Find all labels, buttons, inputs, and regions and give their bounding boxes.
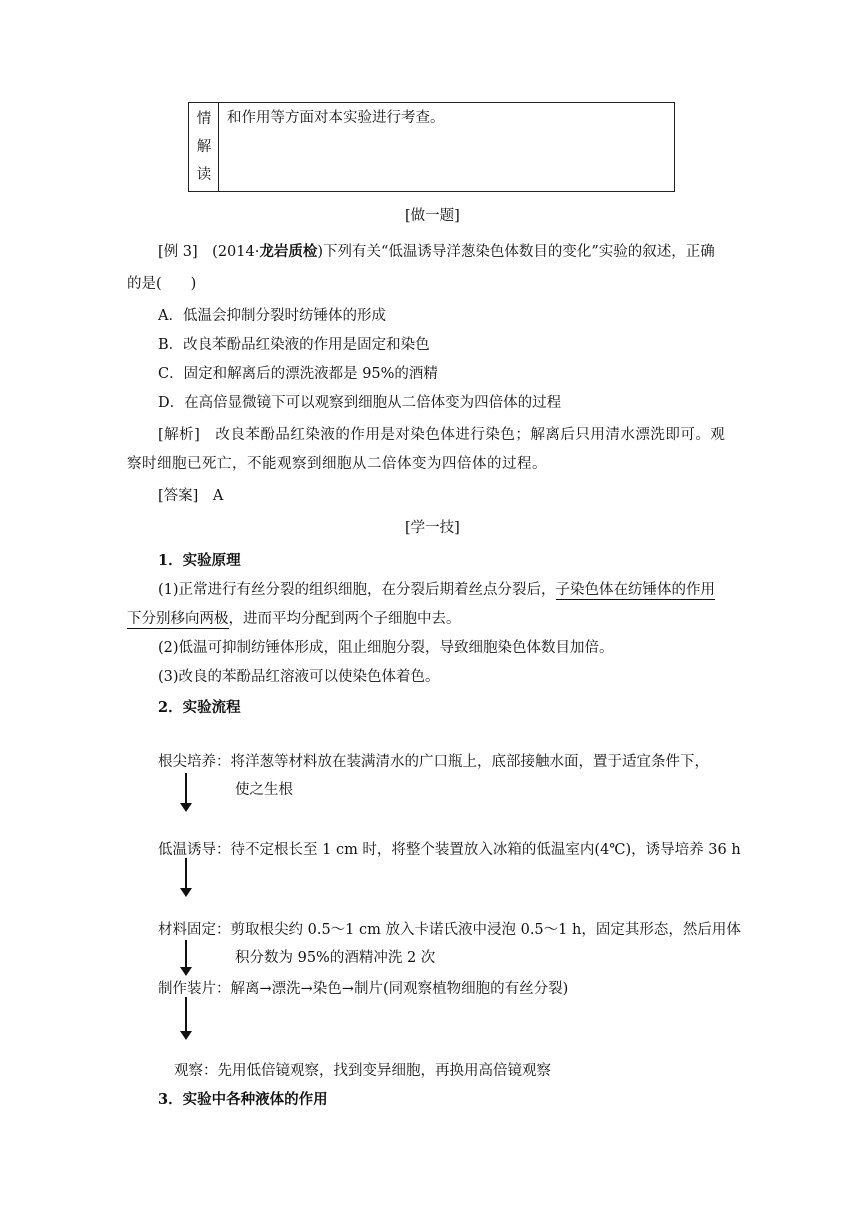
arrow-head-icon bbox=[179, 1031, 193, 1041]
arrow-head-icon bbox=[179, 803, 193, 813]
principle-p3: (3)改良的苯酚品红溶液可以使染色体着色。 bbox=[158, 669, 440, 685]
analysis-line1 bbox=[158, 423, 725, 444]
example-source-prefix: (2014· bbox=[212, 244, 260, 260]
flow-heading: 2．实验流程 bbox=[158, 699, 241, 716]
flow-arrow-3 bbox=[179, 940, 193, 980]
section-title-do: [做一题] bbox=[405, 208, 460, 224]
option-a: A．低温会抑制分裂时纺锤体的形成 bbox=[158, 308, 386, 324]
principle-p1-line1 bbox=[158, 578, 715, 599]
analysis-label: [解析] bbox=[158, 427, 201, 443]
principle-p1-line2 bbox=[127, 607, 461, 628]
principle-p1-underlined-a: 子染色体在纺锤体的作用 bbox=[555, 582, 716, 598]
example-question-line1 bbox=[158, 240, 715, 261]
principle-p1-text-a: (1)正常进行有丝分裂的组织细胞，在分裂后期着丝点分裂后， bbox=[158, 582, 556, 598]
flow-step3-line1: 材料固定：剪取根尖约 0.5～1 cm 放入卡诺氏液中浸泡 0.5～1 h，固定其形态，然后用体 bbox=[158, 922, 741, 938]
flow-step2: 低温诱导：待不定根长至 1 cm 时，将整个装置放入冰箱的低温室内(4℃)，诱导培养 36 h bbox=[158, 842, 741, 858]
principle-p2: (2)低温可抑制纺锤体形成，阻止细胞分裂，导致细胞染色体数目加倍。 bbox=[158, 640, 614, 656]
flow-step5: 观察：先用低倍镜观察，找到变异细胞，再换用高倍镜观察 bbox=[174, 1063, 551, 1079]
table-cell-text: 和作用等方面对本实验进行考查。 bbox=[227, 110, 445, 126]
flow-step4: 制作装片：解离→漂洗→染色→制片(同观察植物细胞的有丝分裂) bbox=[158, 981, 569, 997]
principle-p1-text-d: ，进而平均分配到两个子细胞中去。 bbox=[228, 611, 461, 627]
answer-value: A bbox=[212, 488, 224, 504]
principle-p1-underlined-b: 下分别移向两极 bbox=[127, 611, 229, 627]
example-label: [例 3] bbox=[158, 244, 198, 260]
table-header-char: 解 bbox=[196, 139, 212, 155]
example-question-text: )下列有关“低温诱导洋葱染色体数目的变化”实验的叙述，正确 bbox=[317, 244, 715, 260]
answer-label: [答案] bbox=[158, 488, 199, 504]
option-c: C．固定和解离后的漂洗液都是 95%的酒精 bbox=[158, 366, 438, 382]
flow-step3-line2: 积分数为 95%的酒精冲洗 2 次 bbox=[235, 950, 436, 966]
analysis-line2: 察时细胞已死亡，不能观察到细胞从二倍体变为四倍体的过程。 bbox=[127, 456, 547, 472]
answer-line bbox=[158, 484, 223, 505]
liquids-heading: 3．实验中各种液体的作用 bbox=[158, 1091, 328, 1108]
flow-arrow-4 bbox=[179, 997, 193, 1041]
flow-step1-line1: 根尖培养：将洋葱等材料放在装满清水的广口瓶上，底部接触水面，置于适宜条件下， bbox=[158, 754, 709, 770]
table-header-char: 读 bbox=[196, 167, 212, 183]
interpretation-table bbox=[188, 102, 675, 192]
flow-arrow-1 bbox=[179, 773, 193, 813]
table-divider bbox=[218, 103, 219, 191]
table-header-vertical bbox=[194, 105, 214, 189]
analysis-text-1: 改良苯酚品红染液的作用是对染色体进行染色；解离后只用清水漂洗即可。观 bbox=[215, 427, 726, 443]
flow-arrow-2 bbox=[179, 858, 193, 898]
example-question-line2: 的是( ) bbox=[127, 276, 197, 292]
flow-step1-line2: 使之生根 bbox=[235, 782, 293, 798]
section-title-learn: [学一技] bbox=[405, 520, 460, 536]
example-source-name: 龙岩质检 bbox=[259, 243, 318, 260]
principle-heading: 1．实验原理 bbox=[158, 552, 241, 569]
option-d: D．在高倍显微镜下可以观察到细胞从二倍体变为四倍体的过程 bbox=[158, 395, 562, 411]
arrow-head-icon bbox=[179, 967, 193, 977]
option-b: B．改良苯酚品红染液的作用是固定和染色 bbox=[158, 337, 430, 353]
table-header-char: 情 bbox=[196, 111, 212, 127]
arrow-head-icon bbox=[179, 888, 193, 898]
